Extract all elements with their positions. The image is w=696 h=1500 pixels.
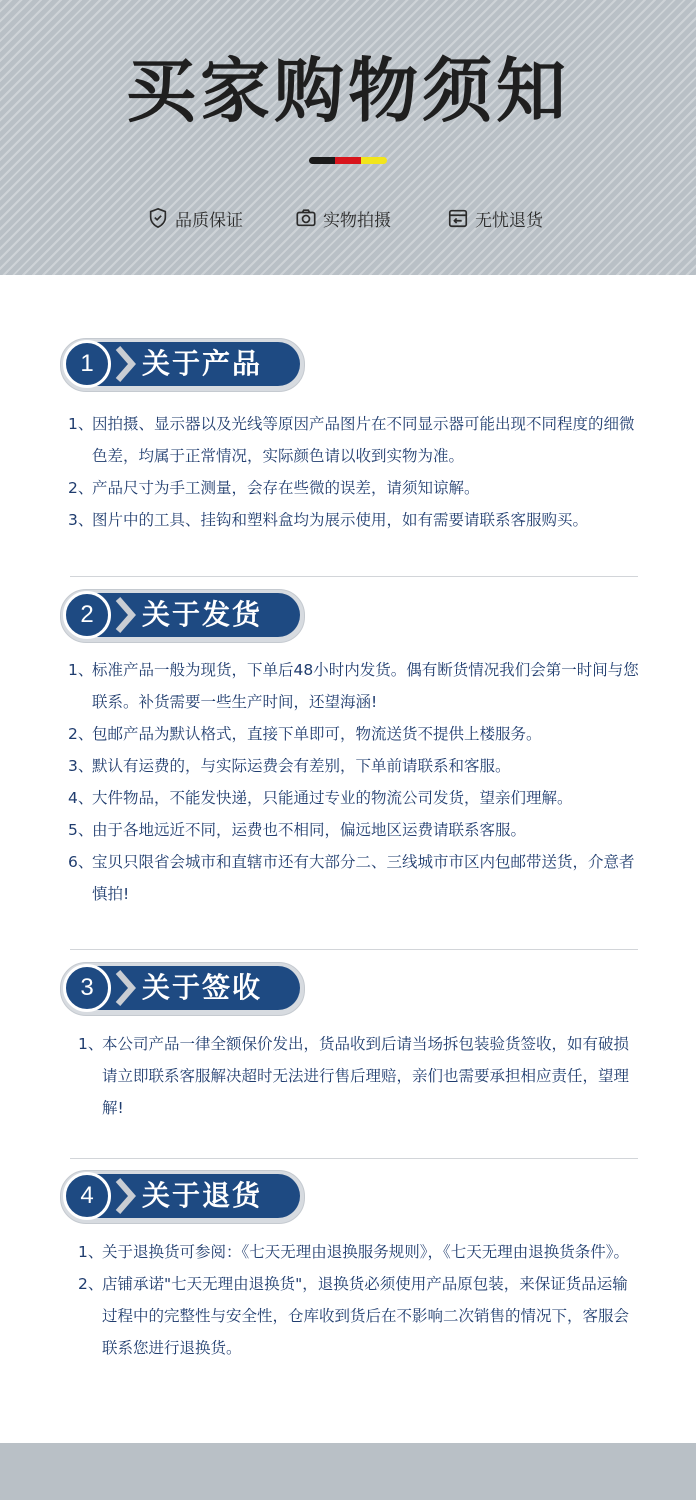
section-number: 4 [63, 1172, 111, 1220]
list-item: 2、 包邮产品为默认格式，直接下单即可，物流送货不提供上楼服务。 [68, 725, 542, 743]
tricolor-bar [309, 157, 387, 164]
list-item: 3、 图片中的工具、挂钩和塑料盒均为展示使用，如有需要请联系客服购买。 [68, 511, 589, 529]
section-number: 3 [63, 964, 111, 1012]
list-item: 1、 因拍摄、显示器以及光线等原因产品图片在不同显示器可能出现不同程度的细微色差，均属于正常情况，实际颜色请以收到实物为准。 [68, 415, 635, 465]
list-item: 6、 宝贝只限省会城市和直辖市还有大部分二、三线城市市区内包邮带送货，介意者慎拍! [68, 853, 635, 903]
shield-icon [147, 207, 169, 229]
section-items-returns [78, 1236, 638, 1364]
section-items-product [68, 408, 643, 536]
section-header-shipping [60, 589, 305, 643]
section-title: 关于产品 [142, 347, 263, 380]
color-stripe-red [335, 157, 361, 164]
section-header-product [60, 338, 305, 392]
list-item: 3、 默认有运费的，与实际运费会有差别，下单前请联系和客服。 [68, 757, 511, 775]
list-item: 2、 店铺承诺"七天无理由退换货"，退换货必须使用产品原包装，来保证货品运输过程中的完整性与安全性，仓库收到货后在不影响二次销售的情况下，客服会联系您进行退换货。 [78, 1275, 630, 1357]
feature-row [0, 200, 696, 236]
page-title: 买家购物须知 [126, 50, 570, 132]
section-divider [70, 1158, 638, 1159]
list-item: 1、 标准产品一般为现货，下单后48小时内发货。偶有断货情况我们会第一时间与您联系。补货需要一些生产时间，还望海涵! [68, 661, 639, 711]
camera-icon [295, 207, 317, 229]
section-number: 2 [63, 591, 111, 639]
section-title: 关于签收 [142, 971, 263, 1004]
return-box-icon [447, 207, 469, 229]
section-items-shipping [68, 654, 643, 910]
section-title: 关于发货 [142, 598, 263, 631]
section-header-receipt [60, 962, 305, 1016]
feature-label: 实物拍摄 [323, 210, 391, 231]
header-banner [0, 0, 696, 275]
section-divider [70, 576, 638, 577]
feature-photo [295, 200, 391, 236]
color-stripe-black [309, 157, 335, 164]
list-item: 1、 本公司产品一律全额保价发出，货品收到后请当场拆包装验货签收，如有破损请立即联系客服解决超时无法进行售后理赔，亲们也需要承担相应责任，望理解! [78, 1035, 630, 1117]
section-title: 关于退货 [142, 1179, 263, 1212]
section-items-receipt [78, 1028, 638, 1124]
feature-label: 无忧退货 [475, 210, 543, 231]
section-divider [70, 949, 638, 950]
section-header-returns [60, 1170, 305, 1224]
list-item: 2、 产品尺寸为手工测量，会存在些微的误差，请须知谅解。 [68, 479, 480, 497]
color-stripe-yellow [361, 157, 387, 164]
feature-quality [147, 200, 243, 236]
footer-band [0, 1443, 696, 1500]
feature-return [447, 200, 543, 236]
list-item: 5、 由于各地远近不同，运费也不相同，偏远地区运费请联系客服。 [68, 821, 527, 839]
feature-label: 品质保证 [175, 210, 243, 231]
section-number: 1 [63, 340, 111, 388]
list-item: 4、 大件物品，不能发快递，只能通过专业的物流公司发货，望亲们理解。 [68, 789, 573, 807]
list-item: 1、 关于退换货可参阅：《七天无理由退换服务规则》，《七天无理由退换货条件》。 [78, 1243, 630, 1261]
